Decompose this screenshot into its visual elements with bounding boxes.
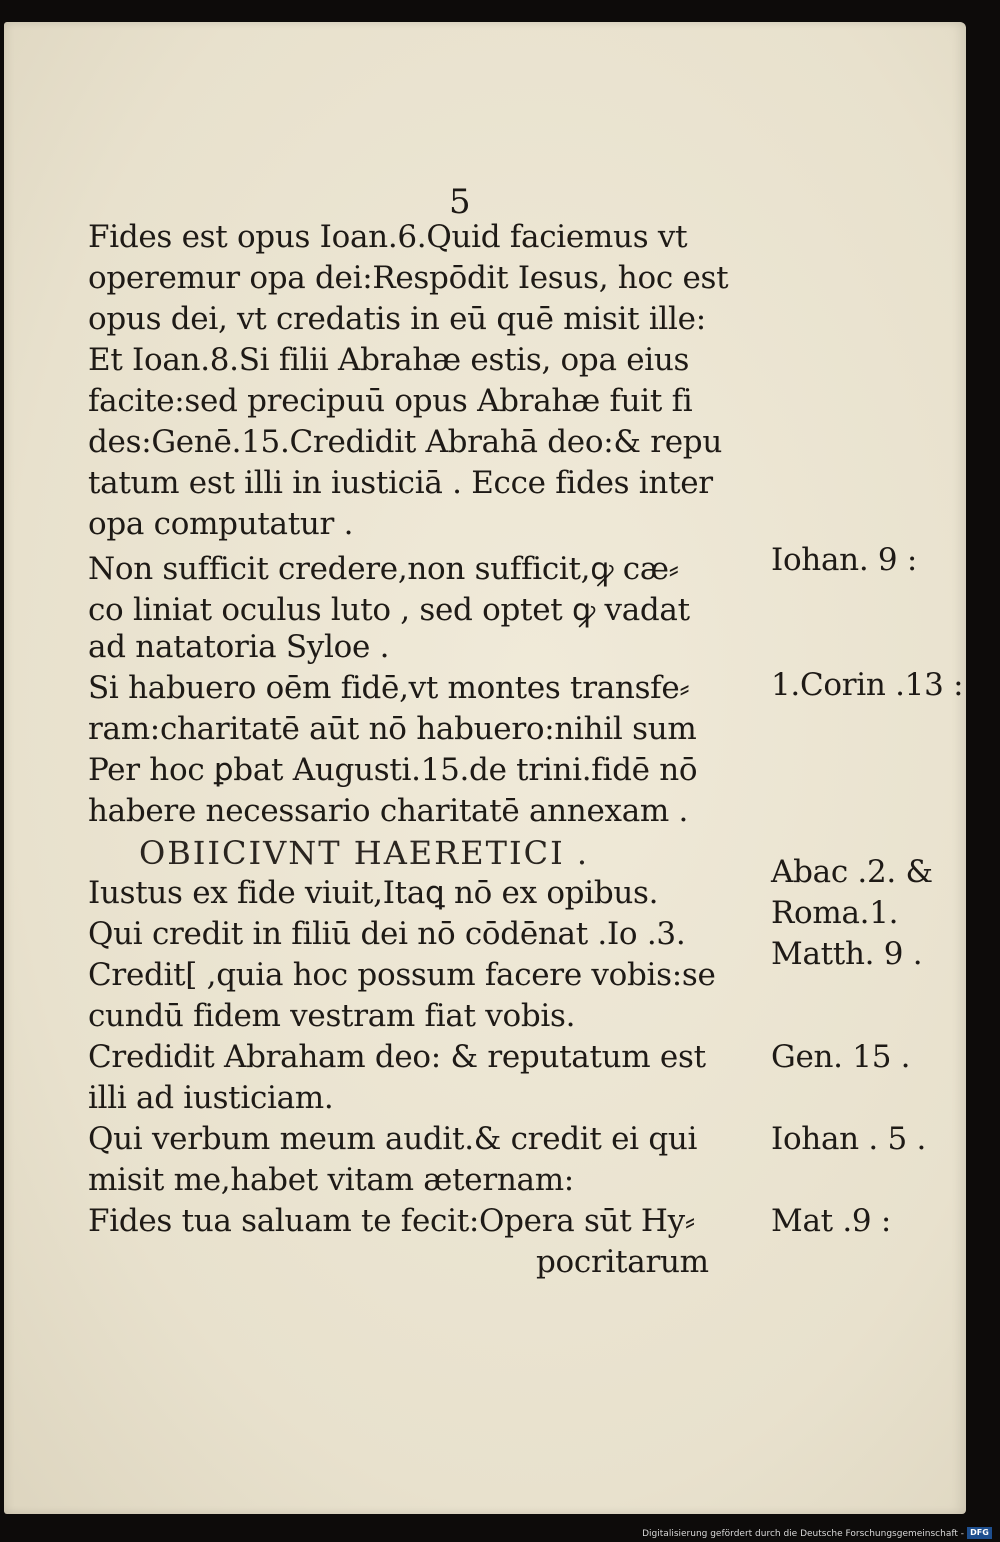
text-line: cundū fidem vestram fiat vobis. — [88, 998, 576, 1034]
book-page — [4, 22, 966, 1514]
margin-note: Mat .9 : — [771, 1203, 892, 1239]
text-line: Credidit Abraham deo: & reputatum est — [88, 1039, 706, 1075]
dfg-logo-icon: DFG — [967, 1527, 992, 1539]
text-line: misit me,habet vitam æternam: — [88, 1162, 574, 1198]
margin-note: Matth. 9 . — [771, 936, 923, 972]
digitization-credit: Digitalisierung gefördert durch die Deutsche Forschungsgemeinschaft - — [642, 1529, 964, 1539]
text-line: Iustus ex fide viuit,Itaꝗ nō ex opibus. — [88, 875, 659, 911]
text-line: Et Ioan.8.Si filii Abrahæ estis, opa eius — [88, 342, 690, 378]
text-line: Non sufficit credere,non sufficit,ꝙ cæ⸗ — [88, 551, 679, 587]
margin-note: Iohan. 9 : — [771, 542, 918, 578]
margin-note: Gen. 15 . — [771, 1039, 911, 1075]
catchword: pocritarum — [536, 1244, 709, 1280]
margin-note: Abac .2. & — [771, 854, 933, 890]
text-line: Fides tua saluam te fecit:Opera sūt Hy⸗ — [88, 1203, 695, 1239]
text-line: ad natatoria Syloe . — [88, 629, 390, 665]
text-line: Qui credit in filiū dei nō cōdēnat .Io .3. — [88, 916, 686, 952]
text-line: habere necessario charitatē annexam . — [88, 793, 689, 829]
margin-note: Roma.1. — [771, 895, 899, 931]
text-line: des:Genē.15.Credidit Abrahā deo:& repu — [88, 424, 722, 460]
text-line: Qui verbum meum audit.& credit ei qui — [88, 1121, 698, 1157]
text-line: co liniat oculus luto , sed optet ꝙ vadat — [88, 592, 690, 628]
text-line: operemur opa dei:Respōdit Iesus, hoc est — [88, 260, 729, 296]
text-line: facite:sed precipuū opus Abrahæ fuit fi — [88, 383, 693, 419]
text-line: Credit[ ,quia hoc possum facere vobis:se — [88, 957, 716, 993]
text-line: ram:charitatē aūt nō habuero:nihil sum — [88, 711, 697, 747]
text-line: Si habuero oēm fidē,vt montes transfe⸗ — [88, 670, 690, 706]
margin-note: Iohan . 5 . — [771, 1121, 927, 1157]
text-line: tatum est illi in iusticiā . Ecce fides inter — [88, 465, 713, 501]
page-number: 5 — [449, 182, 471, 222]
text-line: opa computatur . — [88, 506, 354, 542]
text-line: Per hoc ꝑbat Augusti.15.de trini.fidē nō — [88, 752, 698, 788]
text-line: Fides est opus Ioan.6.Quid faciemus vt — [88, 219, 688, 255]
text-line: illi ad iusticiam. — [88, 1080, 334, 1116]
section-heading: OBIICIVNT HAERETICI . — [139, 834, 590, 872]
text-line: opus dei, vt credatis in eū quē misit ille: — [88, 301, 706, 337]
margin-note: 1.Corin .13 : — [771, 667, 964, 703]
